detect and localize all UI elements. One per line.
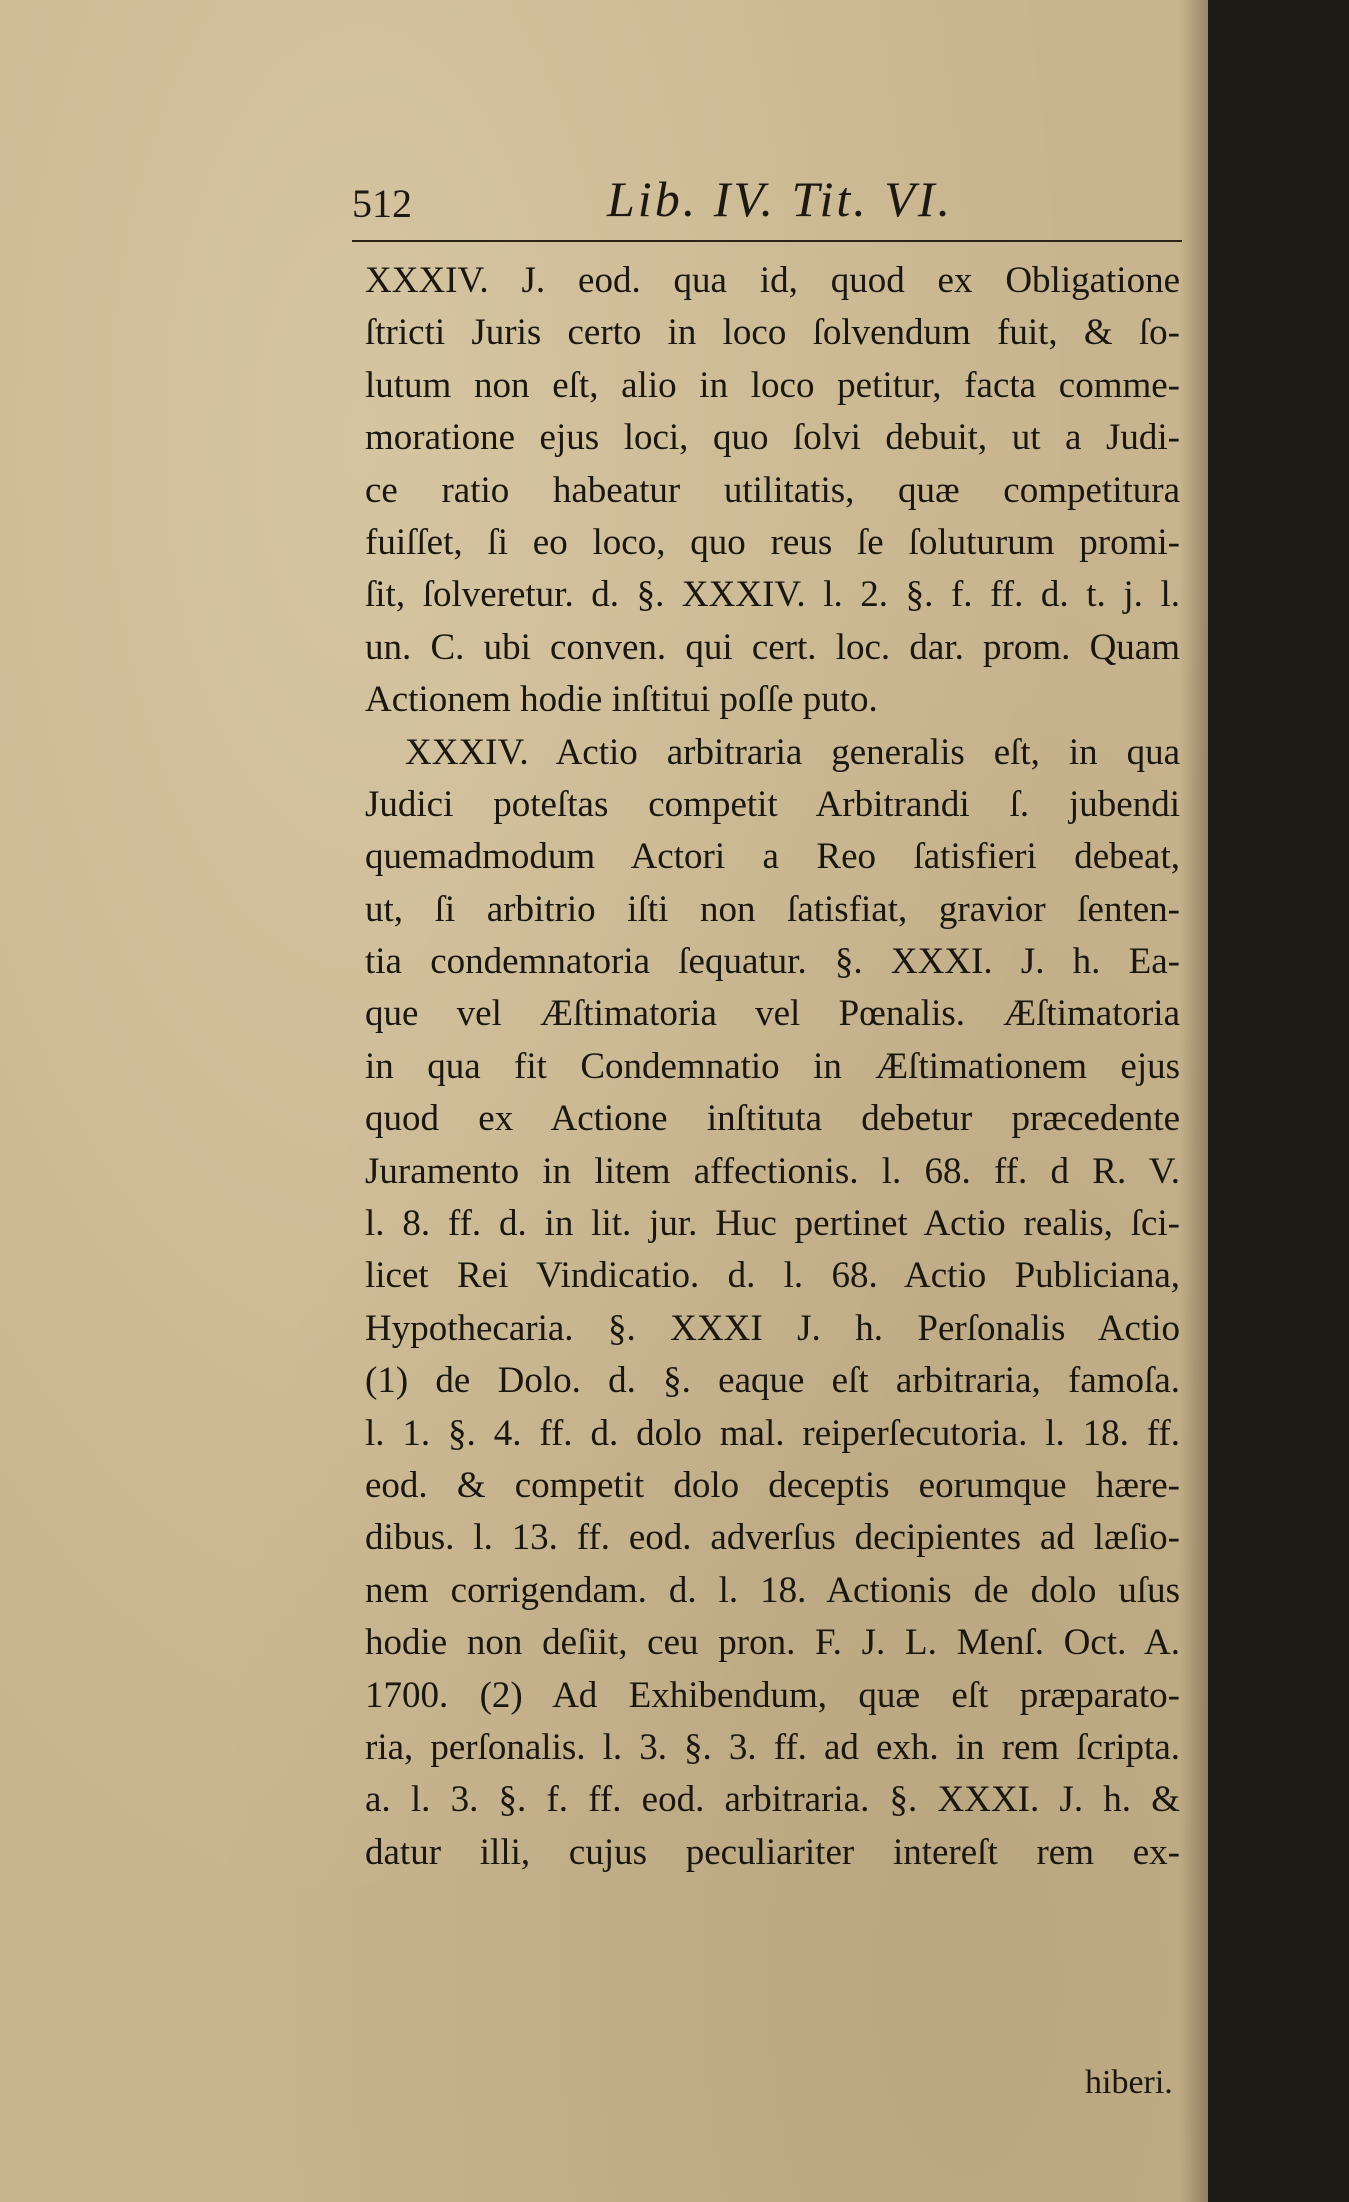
running-title: Lib. IV. Tit. VI. xyxy=(607,171,953,227)
text-line: in qua fit Condemnatio in Æſtimationem ejus xyxy=(365,1045,1180,1087)
text-line: ce ratio habeatur utilitatis, quæ competitura xyxy=(365,469,1180,511)
text-line: hodie non deſiit, ceu pron. F. J. L. Menſ. Oct. A. xyxy=(365,1622,1180,1664)
text-line: licet Rei Vindicatio. d. l. 68. Actio Publiciana, xyxy=(365,1255,1180,1297)
text-line: quod ex Actione inſtituta debetur præcedente xyxy=(365,1098,1180,1140)
text-line: moratione ejus loci, quo ſolvi debuit, ut a Judi- xyxy=(365,417,1180,459)
text-line: l. 1. §. 4. ff. d. dolo mal. reiperſecutoria. l. 18. ff. xyxy=(365,1412,1180,1454)
text-line: fuiſſet, ſi eo loco, quo reus ſe ſoluturum promi- xyxy=(365,521,1180,563)
text-line: que vel Æſtimatoria vel Pœnalis. Æſtimatoria xyxy=(365,993,1180,1035)
page-gutter-shadow xyxy=(1180,0,1208,2202)
text-line: ut, ſi arbitrio iſti non ſatisfiat, gravior ſenten- xyxy=(365,888,1180,930)
text-line: nem corrigendam. d. l. 18. Actionis de dolo uſus xyxy=(365,1569,1180,1611)
text-line: un. C. ubi conven. qui cert. loc. dar. prom. Quam xyxy=(365,626,1180,668)
catchword: hiberi. xyxy=(1085,2064,1173,2101)
text-line: Juramento in litem affectionis. l. 68. ff. d R. V. xyxy=(365,1150,1180,1192)
page-number: 512 xyxy=(352,181,412,226)
text-line: a. l. 3. §. f. ff. eod. arbitraria. §. XXXI. J. h. & xyxy=(365,1779,1180,1821)
text-line: Judici poteſtas competit Arbitrandi ſ. jubendi xyxy=(365,783,1180,825)
text-line: datur illi, cujus peculiariter intereſt rem ex- xyxy=(365,1831,1180,1873)
text-line: ſtricti Juris certo in loco ſolvendum fuit, & ſo- xyxy=(365,312,1180,354)
text-line: lutum non eſt, alio in loco petitur, facta comme- xyxy=(365,364,1180,406)
adjacent-page-edge xyxy=(1208,0,1349,2202)
text-line: 1700. (2) Ad Exhibendum, quæ eſt præparato- xyxy=(365,1674,1180,1716)
text-line: quemadmodum Actori a Reo ſatisfieri debeat, xyxy=(365,836,1180,878)
text-line: (1) de Dolo. d. §. eaque eſt arbitraria, famoſa. xyxy=(365,1360,1180,1402)
text-line: ſit, ſolveretur. d. §. XXXIV. l. 2. §. f. ff. d. t. j. l. xyxy=(365,574,1180,616)
text-line: eod. & competit dolo deceptis eorumque hære- xyxy=(365,1464,1180,1506)
text-line: XXXIV. Actio arbitraria generalis eſt, in qua xyxy=(405,731,1180,773)
text-line: XXXIV. J. eod. qua id, quod ex Obligatione xyxy=(365,260,1180,301)
page-header xyxy=(352,170,1172,230)
header-rule xyxy=(352,240,1182,242)
text-line: dibus. l. 13. ff. eod. adverſus decipientes ad læſio- xyxy=(365,1517,1180,1559)
body-text xyxy=(365,255,1180,1879)
text-line: tia condemnatoria ſequatur. §. XXXI. J. h. Ea- xyxy=(365,941,1180,983)
text-line: Actionem hodie inſtitui poſſe puto. xyxy=(365,679,878,721)
text-line: ria, perſonalis. l. 3. §. 3. ff. ad exh. in rem ſcripta. xyxy=(365,1726,1180,1768)
text-line: l. 8. ff. d. in lit. jur. Huc pertinet Actio realis, ſci- xyxy=(365,1203,1180,1245)
text-line: Hypothecaria. §. XXXI J. h. Perſonalis Actio xyxy=(365,1307,1180,1349)
